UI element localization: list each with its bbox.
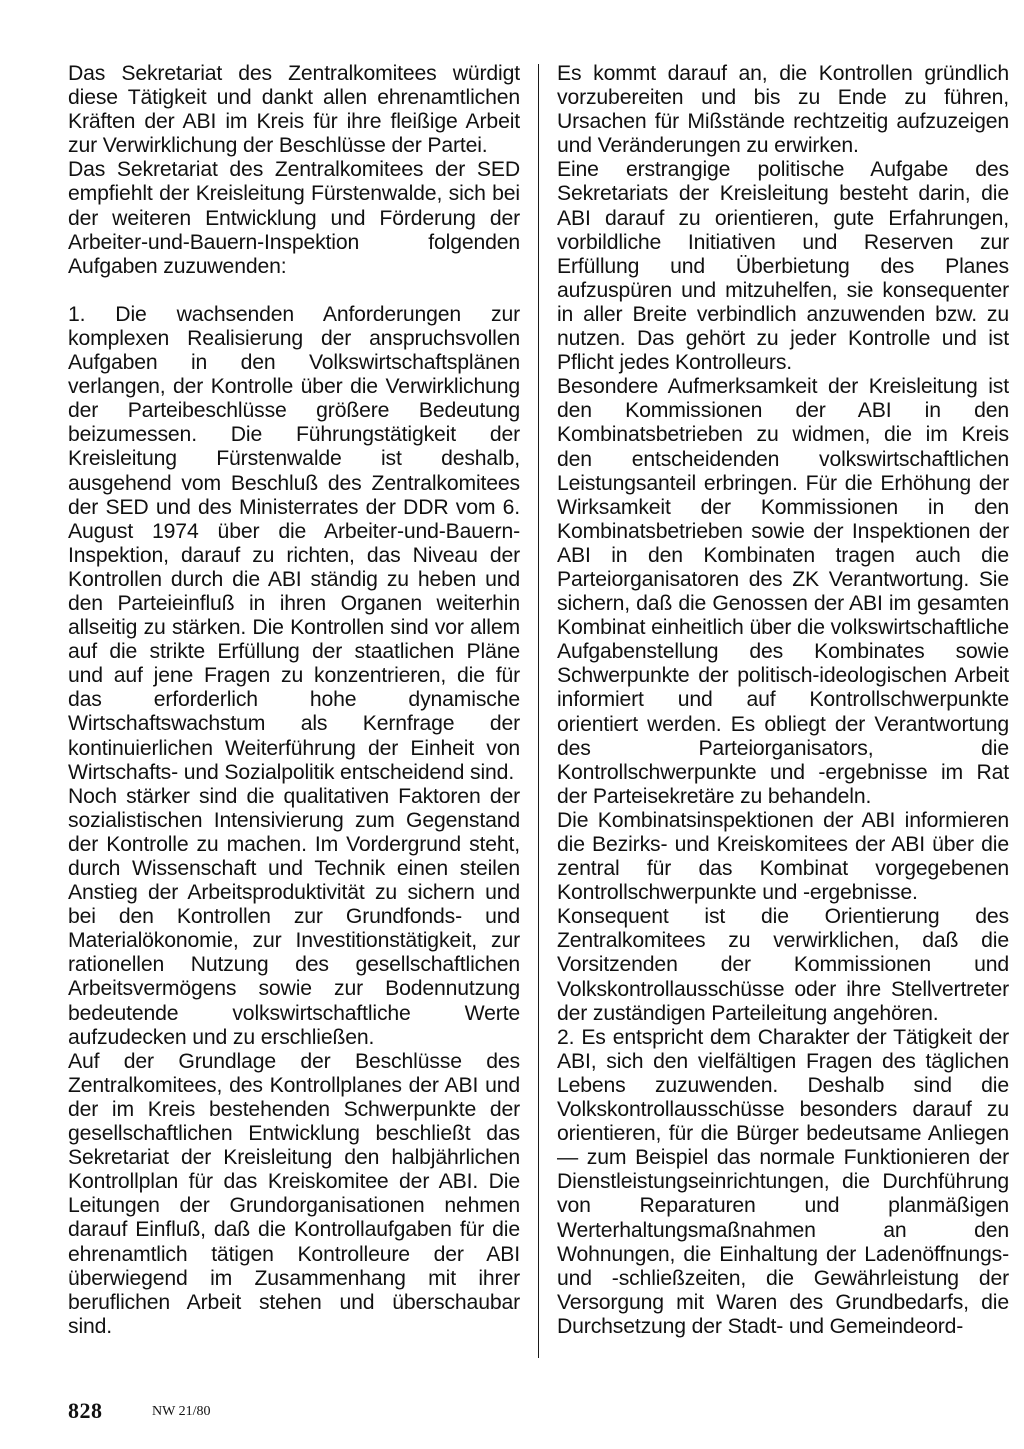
column-divider	[538, 64, 539, 1358]
issue-reference: NW 21/80	[152, 1404, 211, 1419]
paragraph-control-plan: Auf der Grundlage der Beschlüsse des Zentralkomitees, des Kontrollplanes der ABI und der im Kreis bestehenden Schwerpunkte der gesellschaftlichen Entwicklung beschließt das Sekretariat der Kreisleitung den halbjährlichen Kontrollplan für das Kreiskomitee der ABI. Die Leitungen der Grundorganisationen nehmen darauf Einfluß, daß die Kontrollaufgaben für die ehrenamtlich tätigen Kontrolleure der ABI überwiegend im Zusammenhang mit ihrer beruflichen Arbeit stehen und überschaubar sind.	[68, 1049, 520, 1338]
paragraph-recommendation-intro: Das Sekretariat des Zentralkomitees der SED empfiehlt der Kreisleitung Fürstenwalde, sich bei der weiteren Entwicklung und Förderung der Arbeiter-und-Bauern-Inspektion folgenden Aufgaben zuzuwenden:	[68, 158, 520, 278]
right-text-column	[557, 62, 1009, 1339]
paragraph-point-one: 1. Die wachsenden Anforderungen zur komplexen Realisierung der anspruchsvollen Aufgaben in den Volkswirtschaftsplänen verlangen, der Kontrolle über die Verwirklichung der Parteibeschlüsse größere Bedeutung beizumessen. Die Führungstätigkeit der Kreisleitung Fürstenwalde ist deshalb, ausgehend vom Beschluß des Zentralkomitees der SED und des Ministerrates der DDR vom 6. August 1974 über die Arbeiter-und-Bauern-Inspektion, darauf zu richten, das Niveau der Kontrollen durch die ABI ständig zu heben und den Parteieinfluß in ihren Organen weiterhin allseitig zu stärken. Die Kontrollen sind vor allem auf die strikte Erfüllung der staatlichen Pläne und auf jene Fragen zu konzentrieren, die für das erforderlich hohe dynamische Wirtschaftswachstum als Kernfrage der kontinuierlichen Weiterführung der Einheit von Wirtschafts- und Sozialpolitik entscheidend sind.	[68, 302, 520, 784]
left-text-column	[68, 62, 520, 1339]
paragraph-thorough-controls: Es kommt darauf an, die Kontrollen gründlich vorzubereiten und bis zu Ende zu führen, Ursachen für Mißstände rechtzeitig aufzuzeigen und Veränderungen zu erwirken.	[557, 62, 1009, 158]
paragraph-combine-commissions: Besondere Aufmerksamkeit der Kreisleitung ist den Kommissionen der ABI in den Kombinatsbetrieben zu widmen, die im Kreis den entscheidenden volkswirtschaftlichen Leistungsanteil erbringen. Für die Erhöhung der Wirksamkeit der Kommissionen in den Kombinatsbetrieben sowie der Inspektionen der ABI in den Kombinaten tragen auch die Parteiorganisatoren des ZK Verantwortung. Sie sichern, daß die Genossen der ABI im gesamten Kombinat einheitlich über die volkswirtschaftliche Aufgabenstellung des Kombinates sowie Schwerpunkte der politisch-ideologischen Arbeit informiert und auf Kontrollschwerpunkte orientiert werden. Es obliegt der Verantwortung des Parteiorganisators, die Kontrollschwerpunkte und -ergebnisse im Rat der Parteisekretäre zu behandeln.	[557, 375, 1009, 808]
paragraph-intensification: Noch stärker sind die qualitativen Faktoren der sozialistischen Intensivierung zum Gegenstand der Kontrolle zu machen. Im Vordergrund steht, durch Wissenschaft und Technik einen steilen Anstieg der Arbeitsproduktivität zu sichern und bei den Kontrollen zur Grundfonds- und Materialökonomie, zur Investitionstätigkeit, zur rationellen Nutzung des gesellschaftlichen Arbeitsvermögens sowie zur Bodennutzung bedeutende volkswirtschaftliche Werte aufzudecken und zu erschließen.	[68, 784, 520, 1049]
paragraph-point-two: 2. Es entspricht dem Charakter der Tätigkeit der ABI, sich den vielfältigen Fragen des täglichen Lebens zuzuwenden. Deshalb sind die Volkskontrollausschüsse besonders darauf zu orientieren, für die Bürger bedeutsame Anliegen — zum Beispiel das normale Funktionieren der Dienstleistungseinrichtungen, die Durchführung von Reparaturen und planmäßigen Werterhaltungsmaßnahmen an den Wohnungen, die Einhaltung der Ladenöffnungs- und -schließzeiten, die Gewährleistung der Versorgung mit Waren des Grundbedarfs, die Durchsetzung der Stadt- und Gemeindeord-	[557, 1025, 1009, 1338]
paragraph-secretariat-acknowledgement: Das Sekretariat des Zentralkomitees würdigt diese Tätigkeit und dankt allen ehrenamtlichen Kräften der ABI im Kreis für ihre fleißige Arbeit zur Verwirklichung der Beschlüsse der Partei.	[68, 62, 520, 158]
page-footer	[68, 1398, 211, 1424]
paragraph-political-task: Eine erstrangige politische Aufgabe des Sekretariats der Kreisleitung besteht darin, die ABI darauf zu orientieren, gute Erfahrungen, vorbildliche Initiativen und Reserven zur Erfüllung und Überbietung des Planes aufzuspüren und mitzuhelfen, sie konsequenter in aller Breite verbindlich anzuwenden bzw. zu nutzen. Das gehört zu jeder Kontrolle und ist Pflicht jedes Kontrolleurs.	[557, 158, 1009, 375]
paragraph-combine-inspections: Die Kombinatsinspektionen der ABI informieren die Bezirks- und Kreiskomitees der ABI über die zentral für das Kombinat vorgegebenen Kontrollschwerpunkte und -ergebnisse.	[557, 808, 1009, 905]
page-number: 828	[68, 1398, 103, 1423]
paragraph-party-leadership: Konsequent ist die Orientierung des Zentralkomitees zu verwirklichen, daß die Vorsitzenden der Kommissionen und Volkskontrollausschüsse oder ihre Stellvertreter der zuständigen Parteileitung angehören.	[557, 905, 1009, 1025]
